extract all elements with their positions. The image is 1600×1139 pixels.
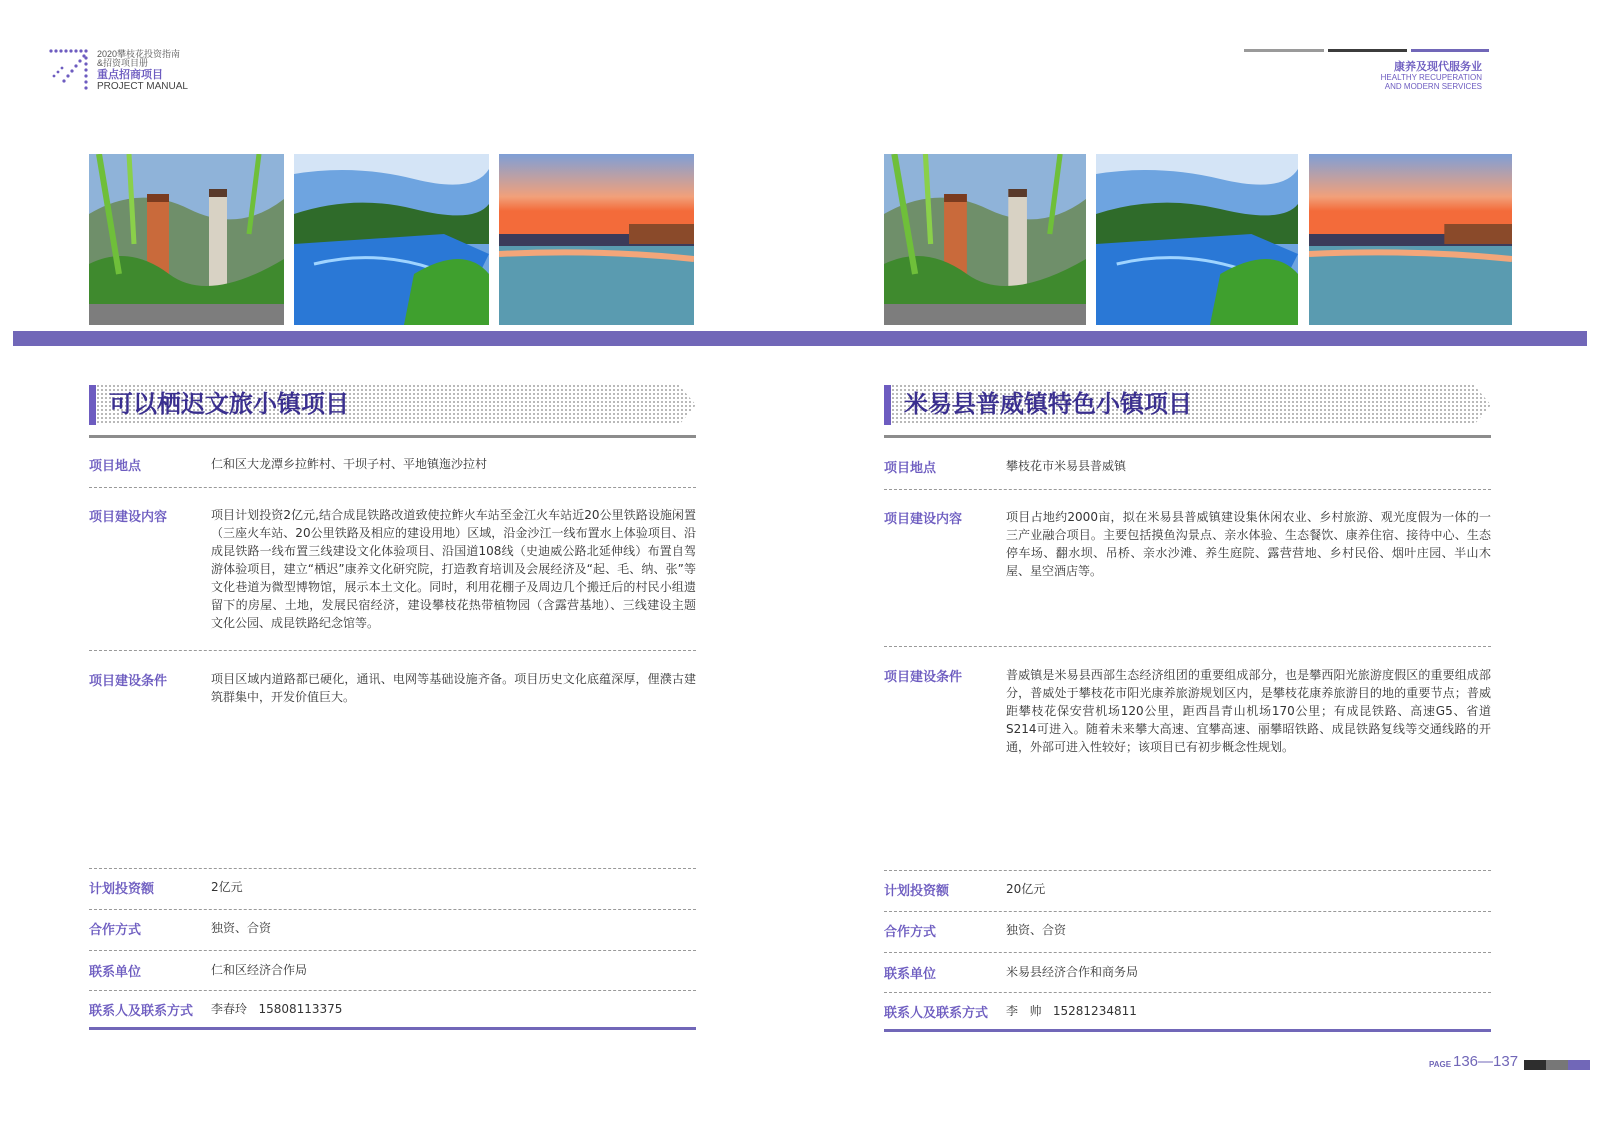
row-divider bbox=[884, 992, 1491, 993]
row-divider bbox=[884, 952, 1491, 953]
location-label: 项目地点 bbox=[884, 461, 937, 476]
contact-label: 联系人及联系方式 bbox=[89, 1004, 194, 1019]
brand-logo-icon bbox=[48, 48, 92, 90]
header-guide-title: 2020攀枝花投资指南 bbox=[97, 49, 181, 59]
unit-label: 联系单位 bbox=[89, 965, 142, 980]
section-tab-bar-3 bbox=[1411, 49, 1489, 52]
unit-label: 联系单位 bbox=[884, 967, 937, 982]
cooperation-value: 独资、合资 bbox=[211, 921, 272, 935]
cooperation-value: 独资、合资 bbox=[1006, 923, 1067, 937]
content-value: 项目占地约2000亩，拟在米易县普威镇建设集休闲农业、乡村旅游、观光度假为一体的一三产业融合项目。主要包括摸鱼沟景点、亲水体验、生态餐饮、康养住宿、接待中心、生态停车场、翻水坝、吊桥、亲水沙滩、养生庭院、露营营地、乡村民俗、烟叶庄园、半山木屋、星空酒店等。 bbox=[1006, 510, 1491, 578]
header-guide-subtitle: &招资项目册 bbox=[97, 58, 149, 68]
condition-label: 项目建设条件 bbox=[884, 670, 963, 685]
unit-value: 米易县经济合作和商务局 bbox=[1006, 965, 1139, 979]
photo-sunset-lake-left bbox=[499, 154, 694, 325]
header-section-title: 重点招商项目 bbox=[97, 69, 163, 81]
location-label: 项目地点 bbox=[89, 459, 142, 474]
contact-label: 联系人及联系方式 bbox=[884, 1006, 989, 1021]
project-title: 米易县普威镇特色小镇项目 bbox=[904, 390, 1192, 418]
condition-label: 项目建设条件 bbox=[89, 674, 168, 689]
header-category-title: 康养及现代服务业 bbox=[1394, 61, 1482, 73]
cooperation-label: 合作方式 bbox=[884, 925, 937, 940]
content-label: 项目建设内容 bbox=[884, 512, 963, 527]
row-divider bbox=[89, 487, 696, 488]
row-divider bbox=[884, 646, 1491, 647]
section-tab-bar-2 bbox=[1328, 49, 1407, 52]
cooperation-label: 合作方式 bbox=[89, 923, 142, 938]
row-divider bbox=[884, 489, 1491, 490]
footer-bar-gray bbox=[1546, 1060, 1568, 1070]
section-tab-bar-1 bbox=[1244, 49, 1324, 52]
row-divider bbox=[89, 990, 696, 991]
header-category-english-line1: HEALTHY RECUPERATION bbox=[1380, 73, 1482, 82]
row-divider bbox=[884, 870, 1491, 871]
unit-value: 仁和区经济合作局 bbox=[211, 963, 308, 977]
contact-value: 李 帅 15281234811 bbox=[1006, 1004, 1137, 1018]
condition-value: 普威镇是米易县西部生态经济组团的重要组成部分，也是攀西阳光旅游度假区的重要组成部分，普威处于攀枝花市阳光康养旅游规划区内，是攀枝花康养旅游目的地的重要节点；普威距攀枝花保安营机场120公里，距西昌青山机场170公里；有成昆铁路、高速G5、省道S214可进入。随着未来攀大高速、宜攀高速、丽攀昭铁路、成昆铁路复线等交通线路的开通，外部可进入性较好；该项目已有初步概念性规划。 bbox=[1006, 668, 1491, 754]
contact-value: 李春玲 15808113375 bbox=[211, 1002, 343, 1016]
photo-pool-right bbox=[1096, 154, 1298, 325]
content-value: 项目计划投资2亿元,结合成昆铁路改道致使拉鲊火车站至金江火车站近20公里铁路设施闲置（三座火车站、20公里铁路及相应的建设用地）区域，沿金沙江一线布置水上体验项目、沿成昆铁路一线布置三线建设文化体验项目、沿国道108线（史迪威公路北延伸线）布置自驾游体验项目，建立“栖迟”康养文化研究院，打造教育培训及会展经济及“起、毛、纳、张”等文化巷道为微型博物馆，展示本土文化。同时，利用花棚子及周边几个搬迁后的村民小组遗留下的房屋、土地，发展民宿经济，建设攀枝花热带植物园（含露营基地）、三线建设主题文化公园、成昆铁路纪念馆等。 bbox=[211, 508, 696, 630]
investment-value: 20亿元 bbox=[1006, 882, 1046, 896]
row-divider bbox=[884, 911, 1491, 912]
condition-value: 项目区域内道路都已硬化，通讯、电网等基础设施齐备。项目历史文化底蕴深厚，俚濮古建筑群集中，开发价值巨大。 bbox=[211, 672, 696, 704]
title-underline bbox=[884, 435, 1491, 438]
row-divider bbox=[89, 950, 696, 951]
footer-bar-accent bbox=[1568, 1060, 1590, 1070]
photo-pool-left bbox=[294, 154, 489, 325]
header-category-english-line2: AND MODERN SERVICES bbox=[1384, 82, 1482, 91]
page-label: PAGE bbox=[1429, 1060, 1452, 1069]
investment-label: 计划投资额 bbox=[884, 884, 950, 899]
content-label: 项目建设内容 bbox=[89, 510, 168, 525]
header-section-english: PROJECT MANUAL bbox=[97, 81, 188, 92]
card-bottom-rule bbox=[89, 1027, 696, 1030]
section-divider-band bbox=[13, 331, 1587, 346]
page-numbers: 136—137 bbox=[1453, 1053, 1519, 1070]
header-category-english bbox=[1381, 73, 1482, 91]
row-divider bbox=[89, 868, 696, 869]
row-divider bbox=[89, 909, 696, 910]
photo-watchtowers-left bbox=[89, 154, 284, 325]
row-divider bbox=[89, 650, 696, 651]
location-value: 攀枝花市米易县普威镇 bbox=[1006, 459, 1127, 473]
footer-bar-dark bbox=[1524, 1060, 1546, 1070]
card-bottom-rule bbox=[884, 1029, 1491, 1032]
investment-value: 2亿元 bbox=[211, 880, 243, 894]
location-value: 仁和区大龙潭乡拉鲊村、干坝子村、平地镇迤沙拉村 bbox=[211, 457, 488, 471]
title-underline bbox=[89, 435, 696, 438]
photo-sunset-lake-right bbox=[1309, 154, 1512, 325]
photo-watchtowers-right bbox=[884, 154, 1086, 325]
investment-label: 计划投资额 bbox=[89, 882, 155, 897]
project-title: 可以栖迟文旅小镇项目 bbox=[109, 390, 349, 418]
